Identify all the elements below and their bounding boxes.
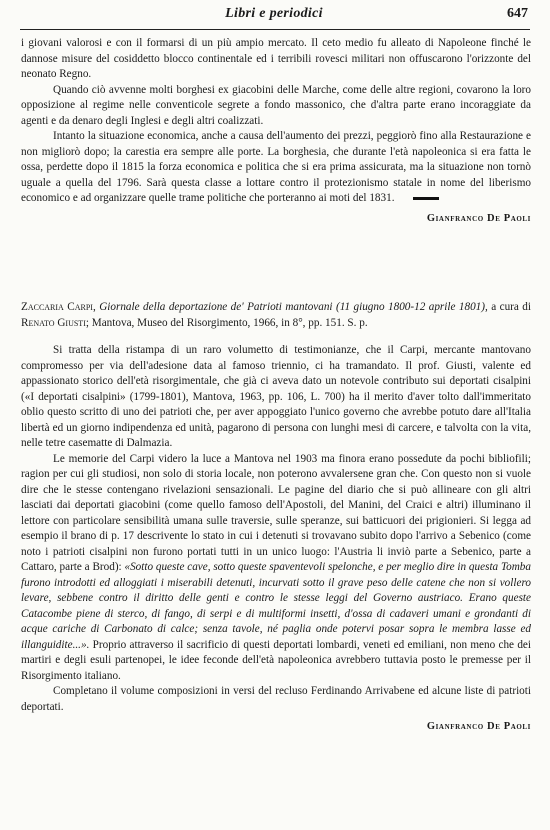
review-2-signature: Gianfranco De Paoli: [426, 721, 531, 732]
review-1-paragraph-3-wrap: [21, 129, 531, 207]
header-rule: [20, 29, 530, 30]
review-2-paragraph-1: Si tratta della ristampa di un raro volumetto di testimonianze, che il Carpi, mercante mantovano compromesso per via dell'adesione data al famoso triennio, ci ha tramandato. Il prof. Giusti, valente ed appassionato storico dell'età risorgimentale, che già ci aveva dato un notevole contributo sui deportati cisalpini («I deportati cisalpini» (1799-1801), Mantova, 1963, pp. 106, L. 700) ha il merito d'aver tolto dall'immeritato oblio questo scritto di uno dei patrioti che, per aver appoggiato l'unico governo che avrebbe potuto dare all'Italia libertà ed un giorno indipendenza ed unità, pagarono di persona con lunghi mesi di carcere, e talvolta con la vita, nelle tetre casematte di Dalmazia.: [21, 344, 531, 449]
review-1: [21, 36, 531, 226]
citation-editor: Renato Giusti: [21, 316, 86, 329]
review-2-paragraph-2-text: Le memorie del Carpi videro la luce a Mantova nel 1903 ma finora erano possedute da pochi bibliofili; ragion per cui gli studiosi, non solo di storia locale, non poterono avvalersene gran che. Con questo non si vuole dire che le stesse contengano rivelazioni sensazionali. Le pagine del diario che si può allineare con gli altri lasciati dai deportati giacobini (come quello famoso dell'Apostoli, del Manini, del Craici e altri) illuminano il lettore con particolare sensibilità umana sulle traversie, sulle speranze, sui batticuori dei prigionieri. Si legga ad esempio il brano di p. 17 descrivente lo stato in cui i detenuti si trovavano subito dopo l'arrivo a Sebenico (come noto i patrioti cisalpini non furono portati tutti in un unico luogo: l'Austria li inviò parte a Sebenico, parte a Cattaro, parte a Brod):: [21, 452, 531, 573]
citation-title: Giornale della deportazione de' Patrioti mantovani (11 giugno 1800-12 aprile 1801),: [99, 301, 488, 313]
page-number: 647: [507, 6, 528, 21]
review-2-paragraph-2: [21, 452, 531, 685]
review-2-paragraph-3: Completano il volume composizioni in versi del recluso Ferdinando Arrivabene ed alcune liste di patrioti deportati.: [21, 685, 531, 713]
ink-mark: [413, 197, 439, 200]
review-1-signature: Gianfranco De Paoli: [426, 212, 531, 224]
review-2-quotation: «Sotto queste cave, sotto queste spaventevoli spelonche, e per meglio dire in questa Tomba furono introdotti ed alloggiati i miserabili detenuti, incurvati sotto il grave peso delle catene che non si vollero levare, sebbene contro il diritto delle genti e contro le stesse leggi del Governo austriaco. Erano queste Catacombe piene di sterco, di fango, di serpi e di multiformi insetti, d'ossa di cadaveri umani e grondanti di acque cariche di Carbonato di calce; senza tavole, né paglia onde potervi posar sopra le membra lasse ed illanguidite...».: [21, 561, 531, 651]
review-1-paragraph-2: Quando ciò avvenne molti borghesi ex giacobini delle Marche, come delle altre regioni, covarono la loro opposizione al regime nelle conventicole segrete a fondo massonico, che d'altra parte erano incoraggiate da agenti e da denaro degli Inglesi e degli altri coalizzati.: [21, 83, 531, 127]
review-2-paragraph-2-end: Proprio attraverso il sacrificio di questi deportati lombardi, veneti ed emiliani, non meno che dei martiri e degli esuli partenopei, le idee feconde dell'età napoleonica avrebbero tuttavia posto le premesse per il Risorgimento italiano.: [21, 638, 531, 682]
review-1-paragraph-3: Intanto la situazione economica, anche a causa dell'aumento dei prezzi, peggiorò fino alla Restaurazione e non migliorò dopo; la carestia era sempre alle porte. La borghesia, che durante l'età napoleonica si era fatta le ossa, perdette dopo il 1815 la forza economica e politica che si era prima assicurata, ma la situazione non tornò uguale a quella del 1796. Sarà questa classe a lottare contro il protezionismo statale in nome del liberismo economico e ad organizzare quelle trame politiche che porteranno ai moti del 1831.: [21, 130, 531, 204]
citation-author: Zaccaria Carpi,: [21, 301, 96, 313]
page-header: [20, 4, 528, 26]
book-citation: [21, 300, 531, 331]
running-title: Libri e periodici: [225, 6, 323, 21]
citation-publisher: ; Mantova, Museo del Risorgimento, 1966, in 8°, pp. 151. S. p.: [85, 316, 368, 329]
review-2: [21, 300, 531, 735]
citation-curated: a cura di: [491, 301, 532, 313]
review-1-paragraph-1: i giovani valorosi e con il formarsi di un più ampio mercato. Il ceto medio fu alleato di Napoleone finché le dannose misure del cosiddetto blocco continentale ed i terribili rovesci militari non offuscarono l'orizzonte del neonato Regno.: [21, 37, 531, 80]
